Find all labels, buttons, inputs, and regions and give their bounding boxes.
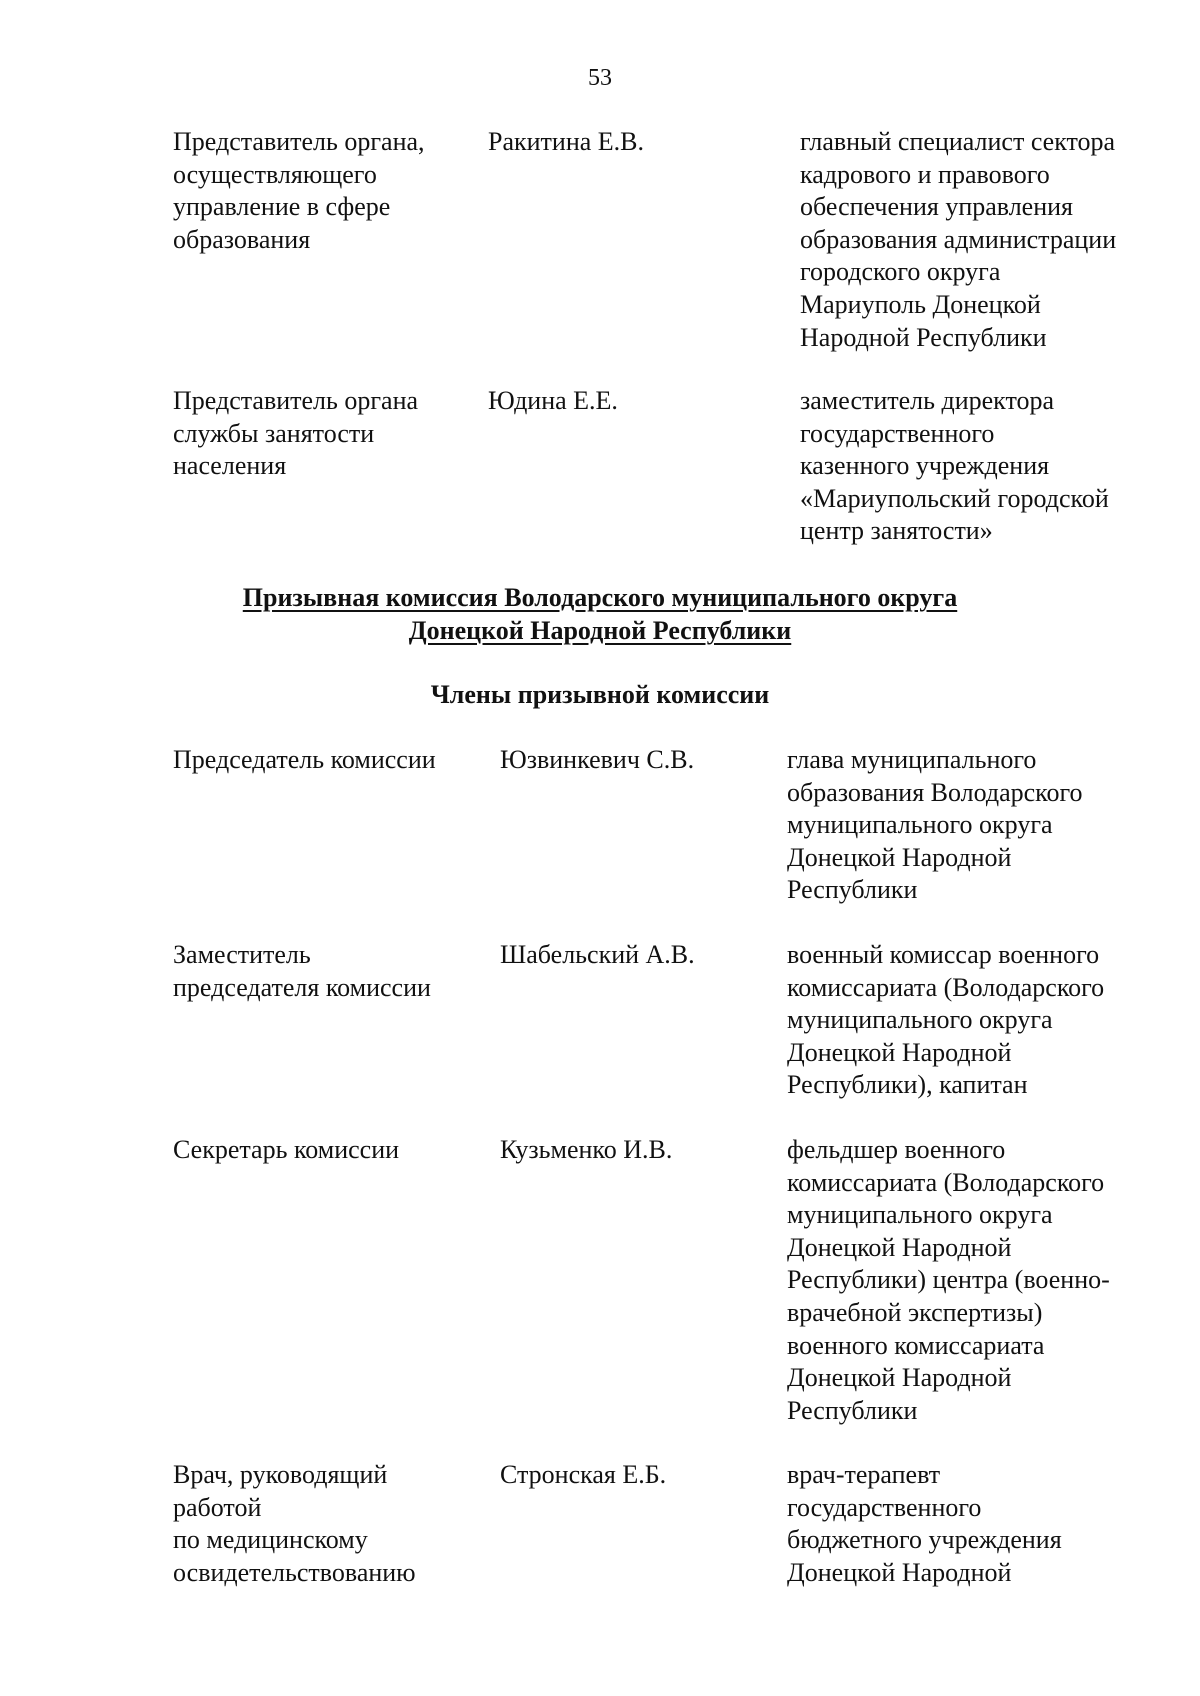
entry-name: Кузьменко И.В.: [500, 1135, 673, 1164]
entry-description: врач-терапевт государственного бюджетного учреждения Донецкой Народной: [787, 1460, 1062, 1587]
entry-role: Представитель органа службы занятости населения: [173, 386, 419, 481]
entry-description: фельдшер военного комиссариата (Володарского муниципального округа Донецкой Народной Республики) центра (военно- врачебной экспертизы) военного комиссариата Донецкой Народной Республики: [787, 1135, 1110, 1425]
entry-name: Юзвинкевич С.В.: [500, 745, 695, 774]
section-title-line2: Донецкой Народной Республики: [408, 616, 792, 645]
entry-role: Секретарь комиссии: [173, 1135, 400, 1164]
entry-description: заместитель директора государственного казенного учреждения «Мариупольский городской центр занятости»: [800, 386, 1109, 546]
entry-name: Шабельский А.В.: [500, 940, 695, 969]
entry-role: Заместитель председателя комиссии: [173, 940, 431, 1002]
entry-name: Ракитина Е.В.: [488, 127, 644, 156]
entry-description: глава муниципального образования Володарского муниципального округа Донецкой Народной Республики: [787, 745, 1083, 905]
entry-role: Председатель комиссии: [173, 745, 436, 774]
page-number: 53: [588, 65, 612, 91]
entry-description: главный специалист сектора кадрового и правового обеспечения управления образования администрации городского округа Мариуполь Донецкой Народной Республики: [800, 127, 1117, 352]
entry-name: Юдина Е.Е.: [488, 386, 618, 415]
entry-role: Представитель органа, осуществляющего управление в сфере образования: [173, 127, 425, 254]
members-heading: Члены призывной комиссии: [430, 680, 770, 709]
entry-role: Врач, руководящий работой по медицинскому освидетельствованию: [173, 1460, 416, 1587]
entry-description: военный комиссар военного комиссариата (Володарского муниципального округа Донецкой Народной Республики), капитан: [787, 940, 1105, 1100]
section-title-line1: Призывная комиссия Володарского муниципального округа: [242, 583, 958, 612]
entry-name: Стронская Е.Б.: [500, 1460, 667, 1489]
